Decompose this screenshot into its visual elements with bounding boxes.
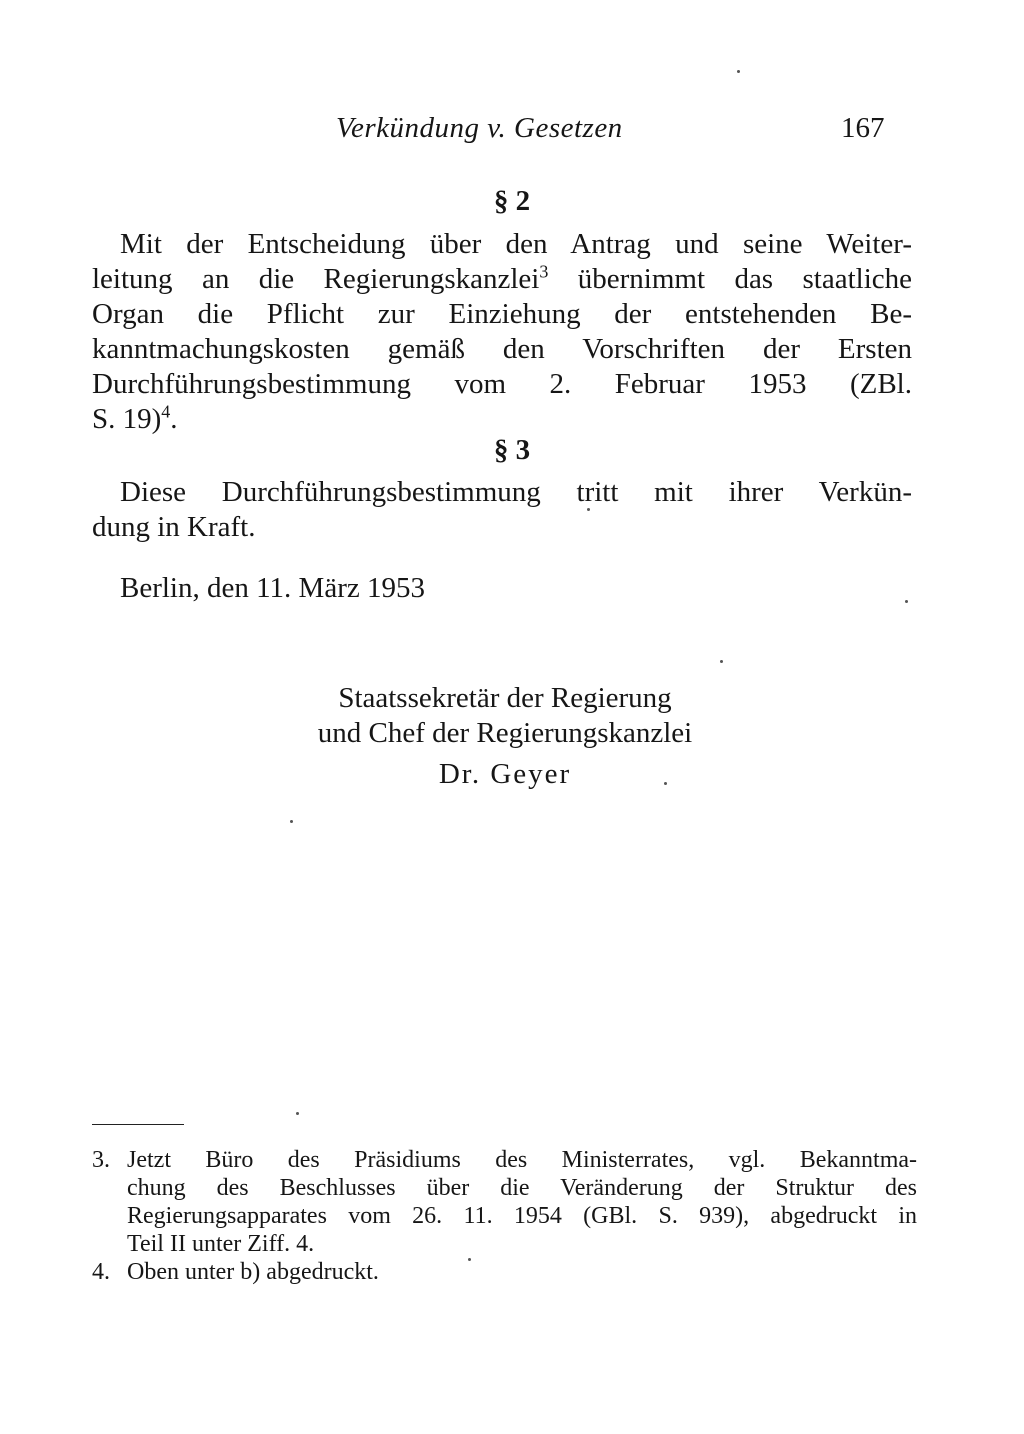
footnote-line: Regierungsapparates vom 26. 11. 1954 (GBl. S. 939), abgedruckt in xyxy=(127,1203,917,1229)
running-title: Verkündung v. Gesetzen xyxy=(336,112,623,144)
footnote-line: Teil II unter Ziff. 4. xyxy=(127,1231,315,1257)
footnote-divider xyxy=(92,1124,184,1125)
scan-speck xyxy=(468,1258,471,1261)
section-3-paragraph xyxy=(92,475,912,545)
footnote-ref-4: 4 xyxy=(161,401,171,422)
date-line: Berlin, den 11. März 1953 xyxy=(120,572,425,604)
scan-speck xyxy=(587,508,590,511)
scan-speck xyxy=(296,1112,299,1115)
footnote-3 xyxy=(92,1146,917,1258)
scan-speck xyxy=(664,782,667,785)
page-number: 167 xyxy=(841,112,885,144)
paragraph-line-part: . xyxy=(170,403,178,435)
footnote-4 xyxy=(92,1258,917,1286)
scan-speck xyxy=(290,820,293,823)
footnote-line: chung des Beschlusses über die Veränderung der Struktur des xyxy=(127,1175,917,1201)
paragraph-line: Organ die Pflicht zur Einziehung der entstehenden Be- xyxy=(92,298,912,330)
paragraph-line: dung in Kraft. xyxy=(92,511,256,543)
paragraph-line xyxy=(92,262,912,297)
scan-speck xyxy=(737,70,740,73)
paragraph-line: Diese Durchführungsbestimmung tritt mit ihrer Verkün- xyxy=(120,476,912,508)
paragraph-line xyxy=(92,402,912,437)
scan-speck xyxy=(720,660,723,663)
footnote-number: 4. xyxy=(92,1259,110,1285)
footnotes xyxy=(92,1146,917,1286)
section-heading-3: § 3 xyxy=(493,434,531,466)
footnote-line: Jetzt Büro des Präsidiums des Ministerrates, vgl. Bekanntma- xyxy=(127,1147,917,1173)
scan-speck xyxy=(905,600,908,603)
paragraph-line: Mit der Entscheidung über den Antrag und seine Weiter- xyxy=(120,228,912,260)
footnote-line: Oben unter b) abgedruckt. xyxy=(127,1259,379,1285)
paragraph-line-part: leitung an die Regierungskanzlei xyxy=(92,263,540,295)
paragraph-line: Durchführungsbestimmung vom 2. Februar 1953 (ZBl. xyxy=(92,368,912,400)
paragraph-line-part: S. 19) xyxy=(92,403,162,435)
paragraph-line: kanntmachungskosten gemäß den Vorschriften der Ersten xyxy=(92,333,912,365)
signature-title-line-1: Staatssekretär der Regierung xyxy=(338,682,672,714)
signature-title-line-2: und Chef der Regierungskanzlei xyxy=(317,717,693,749)
signer-name: Dr. Geyer xyxy=(438,758,572,790)
paragraph-line-part: übernimmt das staatliche xyxy=(577,263,912,295)
footnote-number: 3. xyxy=(92,1147,110,1173)
section-heading-2: § 2 xyxy=(493,185,531,217)
footnote-ref-3: 3 xyxy=(539,261,549,282)
section-2-paragraph xyxy=(92,227,912,437)
